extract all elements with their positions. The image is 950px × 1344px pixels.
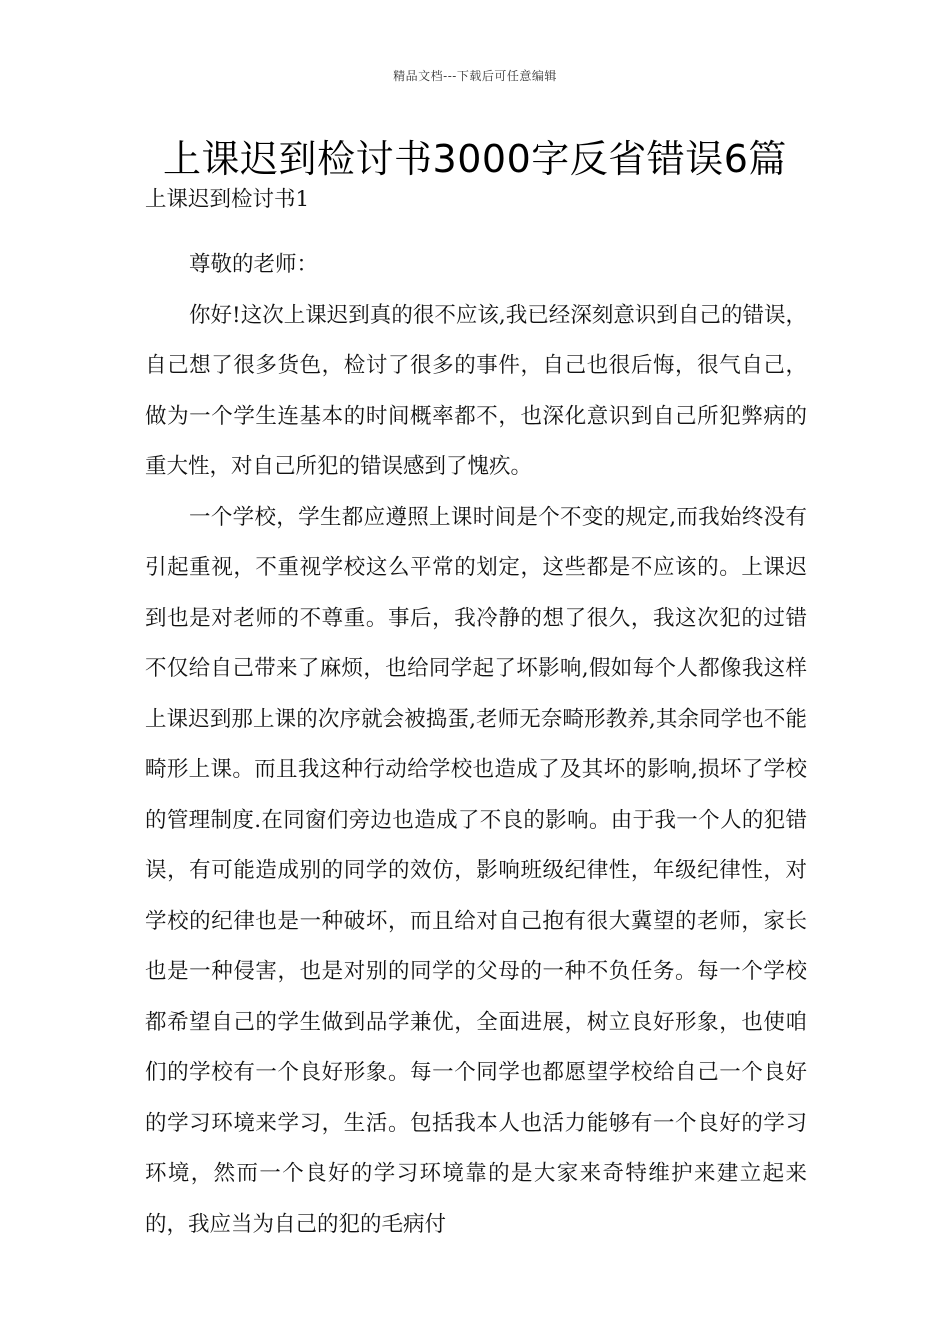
document-body bbox=[145, 180, 807, 1250]
document-title: 上课迟到检讨书3000字反省错误6篇 bbox=[163, 137, 787, 181]
salutation: 尊敬的老师： bbox=[189, 252, 319, 277]
paragraph-2: 一个学校，学生都应遵照上课时间是个不变的规定,而我始终没有引起重视，不重视学校这么平常的划定，这些都是不应该的。上课迟到也是对老师的不尊重。事后，我冷静的想了很久，我这次犯的过错不仅给自己带来了麻烦，也给同学起了坏影响,假如每个人都像我这样上课迟到那上课的次序就会被捣蛋,老师无奈畸形教养,其余同学也不能畸形上课。而且我这种行动给学校也造成了及其坏的影响,损坏了学校的管理制度.在同窗们旁边也造成了不良的影响。由于我一个人的犯错误，有可能造成别的同学的效仿，影响班级纪律性，年级纪律性，对学校的纪律也是一种破坏，而且给对自己抱有很大冀望的老师，家长也是一种侵害，也是对别的同学的父母的一种不负任务。每一个学校都希望自己的学生做到品学兼优，全面进展，树立良好形象，也使咱们的学校有一个良好形象。每一个同学也都愿望学校给自己一个良好的学习环境来学习，生活。包括我本人也活力能够有一个良好的学习环境，然而一个良好的学习环境靠的是大家来奇特维护来建立起来的，我应当为自己的犯的毛病付 bbox=[145, 504, 807, 1237]
section-title: 上课迟到检讨书1 bbox=[145, 187, 310, 212]
paragraph-1: 你好!这次上课迟到真的很不应该,我已经深刻意识到自己的错误，自己想了很多货色，检讨了很多的事件，自己也很后悔，很气自己，做为一个学生连基本的时间概率都不，也深化意识到自己所犯弊病的重大性，对自己所犯的错误感到了愧疚。 bbox=[145, 302, 807, 479]
header-note: 精品文档---下载后可任意编辑 bbox=[393, 69, 557, 83]
